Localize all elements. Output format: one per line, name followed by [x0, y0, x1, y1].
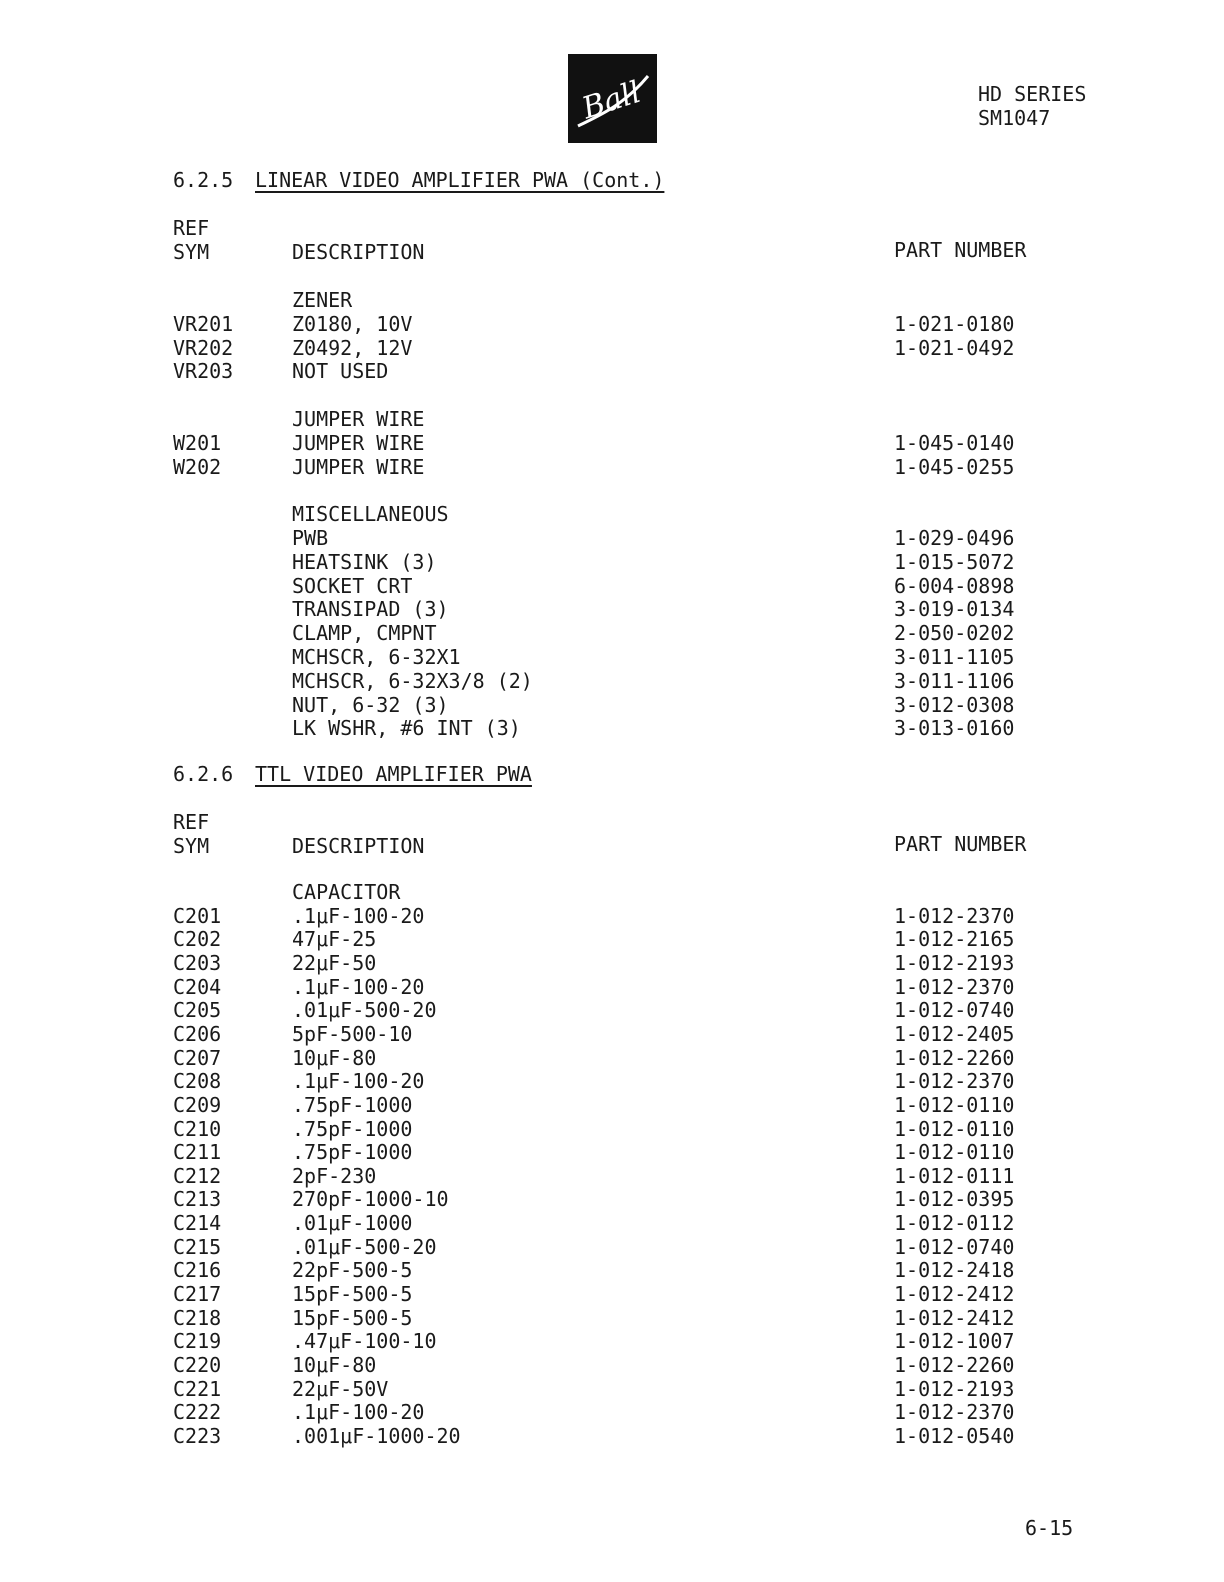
ref-sym: C205: [173, 998, 222, 1022]
part-number: 1-012-2193: [894, 951, 1015, 975]
description: JUMPER WIRE: [292, 431, 425, 455]
part-number: 2-050-0202: [894, 621, 1015, 645]
section-title: [173, 168, 664, 192]
ref-sym: C217: [173, 1282, 222, 1306]
table-row: [0, 693, 1224, 717]
table-row: [0, 621, 1224, 645]
part-number: 1-012-2260: [894, 1046, 1015, 1070]
ref-sym: C206: [173, 1022, 222, 1046]
part-number: 3-011-1106: [894, 669, 1015, 693]
part-number: 3-019-0134: [894, 597, 1015, 621]
part-number: 1-012-0111: [894, 1164, 1015, 1188]
table-row: [0, 1164, 1224, 1188]
part-number: 1-012-2370: [894, 1069, 1015, 1093]
table-row: [0, 927, 1224, 951]
part-number: 6-004-0898: [894, 574, 1015, 598]
table-row: [0, 975, 1224, 999]
table-row: [0, 502, 1224, 526]
ref-sym: W202: [173, 455, 222, 479]
description: .75pF-1000: [292, 1093, 413, 1117]
description: MISCELLANEOUS: [292, 502, 449, 526]
description: 10μF-80: [292, 1353, 377, 1377]
part-number: 1-012-2412: [894, 1306, 1015, 1330]
description: .01μF-1000: [292, 1211, 413, 1235]
ref-sym: C220: [173, 1353, 222, 1377]
description: CAPACITOR: [292, 880, 401, 904]
description: 5pF-500-10: [292, 1022, 413, 1046]
description: CLAMP, CMPNT: [292, 621, 437, 645]
table-row: [0, 951, 1224, 975]
ref-sym: C202: [173, 927, 222, 951]
description: .01μF-500-20: [292, 998, 437, 1022]
description: NUT, 6-32 (3): [292, 693, 449, 717]
table-row: [0, 716, 1224, 740]
description: ZENER: [292, 288, 353, 312]
part-number: 1-012-2405: [894, 1022, 1015, 1046]
ref-sym: C222: [173, 1400, 222, 1424]
description: 2pF-230: [292, 1164, 377, 1188]
table-row: [0, 1235, 1224, 1259]
table-row: [0, 597, 1224, 621]
ref-sym: C210: [173, 1117, 222, 1141]
section-number: 6.2.5: [173, 168, 234, 192]
ref-sym: C214: [173, 1211, 222, 1235]
table-row: [0, 288, 1224, 312]
col-description: DESCRIPTION: [292, 240, 425, 264]
description: 47μF-25: [292, 927, 377, 951]
col-ref-line2: SYM: [173, 834, 210, 858]
ref-sym: C223: [173, 1424, 222, 1448]
part-number: 1-012-0740: [894, 1235, 1015, 1259]
description: .1μF-100-20: [292, 904, 425, 928]
description: Z0492, 12V: [292, 336, 413, 360]
ref-sym: C204: [173, 975, 222, 999]
description: JUMPER WIRE: [292, 455, 425, 479]
description: PWB: [292, 526, 329, 550]
ref-sym: C211: [173, 1140, 222, 1164]
ref-sym: C207: [173, 1046, 222, 1070]
part-number: 1-012-0110: [894, 1093, 1015, 1117]
section-number: 6.2.6: [173, 762, 234, 786]
table-row: [0, 1306, 1224, 1330]
part-number: 1-012-2370: [894, 975, 1015, 999]
col-description: DESCRIPTION: [292, 834, 425, 858]
description: 22μF-50: [292, 951, 377, 975]
table-row: [0, 998, 1224, 1022]
description: SOCKET CRT: [292, 574, 413, 598]
table-row: [0, 880, 1224, 904]
col-ref-line2: SYM: [173, 240, 210, 264]
table-row: [0, 431, 1224, 455]
description: MCHSCR, 6-32X1: [292, 645, 461, 669]
section-name: TTL VIDEO AMPLIFIER PWA: [255, 762, 532, 786]
page-number: 6-15: [1025, 1516, 1074, 1540]
table-row: [0, 1140, 1224, 1164]
ref-sym: W201: [173, 431, 222, 455]
col-part-number: PART NUMBER: [894, 832, 1027, 856]
part-number: 1-012-0110: [894, 1117, 1015, 1141]
ref-sym: C221: [173, 1377, 222, 1401]
part-number: 1-029-0496: [894, 526, 1015, 550]
table-row: [0, 1069, 1224, 1093]
description: 22μF-50V: [292, 1377, 389, 1401]
part-number: 1-012-2412: [894, 1282, 1015, 1306]
table-row: [0, 359, 1224, 383]
series-label: HD SERIES: [978, 82, 1087, 106]
description: .1μF-100-20: [292, 1400, 425, 1424]
ref-sym: C218: [173, 1306, 222, 1330]
ref-sym: VR201: [173, 312, 234, 336]
description: 22pF-500-5: [292, 1258, 413, 1282]
table-row: [0, 574, 1224, 598]
table-row: [0, 1046, 1224, 1070]
table-row: [0, 550, 1224, 574]
description: MCHSCR, 6-32X3/8 (2): [292, 669, 533, 693]
description: 15pF-500-5: [292, 1282, 413, 1306]
col-ref-line1: REF: [173, 216, 210, 240]
table-row: [0, 1022, 1224, 1046]
part-number: 1-045-0255: [894, 455, 1015, 479]
ref-sym: C203: [173, 951, 222, 975]
document-id: [978, 82, 1086, 130]
description: LK WSHR, #6 INT (3): [292, 716, 521, 740]
table-row: [0, 1187, 1224, 1211]
table-row: [0, 1377, 1224, 1401]
table-row: [0, 904, 1224, 928]
description: 270pF-1000-10: [292, 1187, 449, 1211]
description: .75pF-1000: [292, 1140, 413, 1164]
table-row: [0, 1329, 1224, 1353]
table-row: [0, 1117, 1224, 1141]
table-row: [0, 669, 1224, 693]
part-number: 1-012-0540: [894, 1424, 1015, 1448]
table-row: [0, 1211, 1224, 1235]
part-number: 1-012-2165: [894, 927, 1015, 951]
ref-sym: C212: [173, 1164, 222, 1188]
part-number: 1-012-2370: [894, 1400, 1015, 1424]
part-number: 3-013-0160: [894, 716, 1015, 740]
part-number: 1-045-0140: [894, 431, 1015, 455]
description: JUMPER WIRE: [292, 407, 425, 431]
part-number: 3-012-0308: [894, 693, 1015, 717]
part-number: 1-012-2418: [894, 1258, 1015, 1282]
table-row: [0, 1424, 1224, 1448]
ref-sym: C219: [173, 1329, 222, 1353]
table-row: [0, 407, 1224, 431]
part-number: 1-012-0112: [894, 1211, 1015, 1235]
description: TRANSIPAD (3): [292, 597, 449, 621]
ref-sym: C216: [173, 1258, 222, 1282]
part-number: 1-012-0395: [894, 1187, 1015, 1211]
ref-sym: C201: [173, 904, 222, 928]
svg-text:Ball: Ball: [578, 74, 646, 127]
description: 15pF-500-5: [292, 1306, 413, 1330]
table-row: [0, 455, 1224, 479]
col-ref-line1: REF: [173, 810, 210, 834]
ref-sym: C213: [173, 1187, 222, 1211]
table-row: [0, 1400, 1224, 1424]
table-row: [0, 1353, 1224, 1377]
ball-logo: [568, 54, 657, 143]
table-row: [0, 1258, 1224, 1282]
part-number: 1-012-2370: [894, 904, 1015, 928]
table-row: [0, 526, 1224, 550]
description: .01μF-500-20: [292, 1235, 437, 1259]
part-number: 1-012-1007: [894, 1329, 1015, 1353]
description: 10μF-80: [292, 1046, 377, 1070]
description: .1μF-100-20: [292, 1069, 425, 1093]
table-row: [0, 312, 1224, 336]
description: .001μF-1000-20: [292, 1424, 461, 1448]
part-number: 3-011-1105: [894, 645, 1015, 669]
table-row: [0, 1093, 1224, 1117]
ref-sym: VR203: [173, 359, 234, 383]
part-number: 1-021-0492: [894, 336, 1015, 360]
part-number: 1-012-2193: [894, 1377, 1015, 1401]
description: Z0180, 10V: [292, 312, 413, 336]
ref-sym: C215: [173, 1235, 222, 1259]
ref-sym: C208: [173, 1069, 222, 1093]
part-number: 1-015-5072: [894, 550, 1015, 574]
section-title: [173, 762, 532, 786]
section-name: LINEAR VIDEO AMPLIFIER PWA (Cont.): [255, 168, 665, 192]
ref-sym: VR202: [173, 336, 234, 360]
description: .47μF-100-10: [292, 1329, 437, 1353]
table-row: [0, 336, 1224, 360]
part-number: 1-021-0180: [894, 312, 1015, 336]
col-part-number: PART NUMBER: [894, 238, 1027, 262]
ref-sym: C209: [173, 1093, 222, 1117]
table-row: [0, 645, 1224, 669]
table-row: [0, 1282, 1224, 1306]
description: .1μF-100-20: [292, 975, 425, 999]
description: HEATSINK (3): [292, 550, 437, 574]
part-number: 1-012-2260: [894, 1353, 1015, 1377]
description: NOT USED: [292, 359, 389, 383]
part-number: 1-012-0110: [894, 1140, 1015, 1164]
manual-number: SM1047: [978, 106, 1051, 130]
part-number: 1-012-0740: [894, 998, 1015, 1022]
description: .75pF-1000: [292, 1117, 413, 1141]
